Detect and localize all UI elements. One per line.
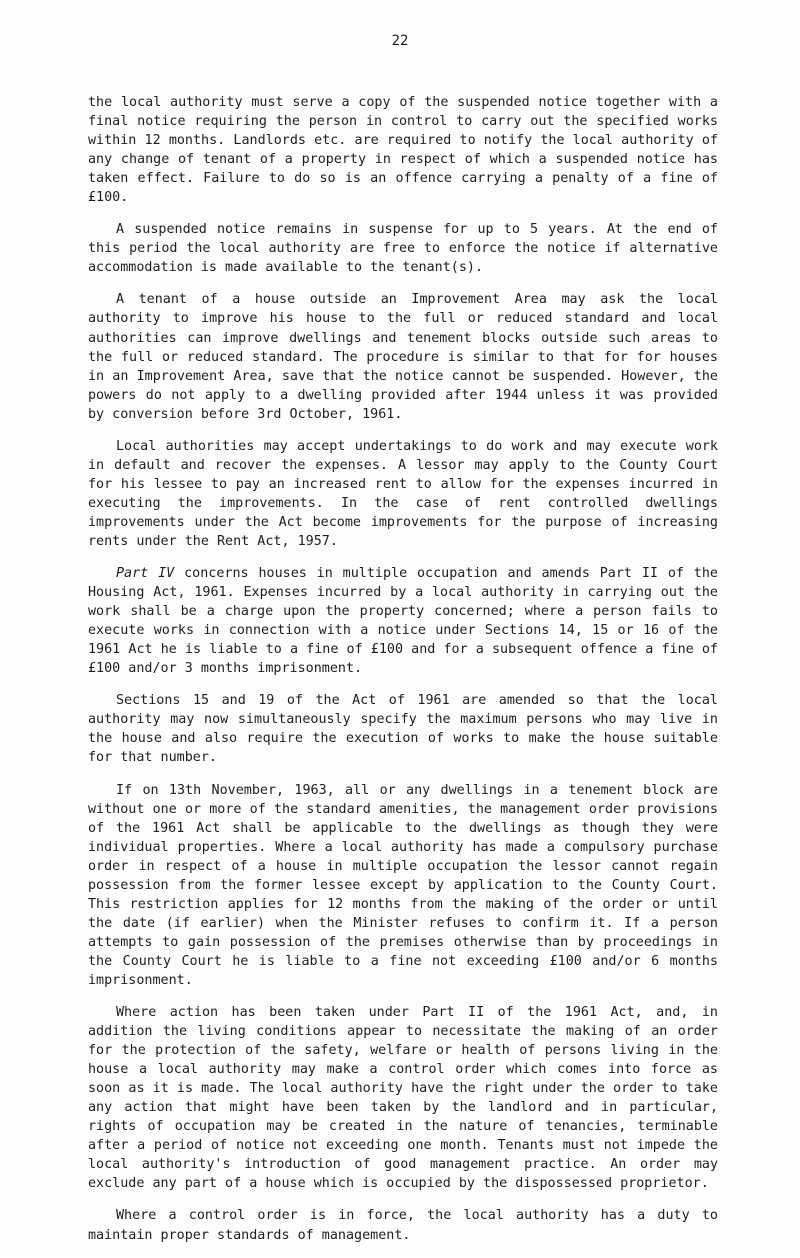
paragraph: If on 13th November, 1963, all or any dwellings in a tenement block are without one or more of the standard amenities, the management order provisions of the 1961 Act shall be applicable to the dwellings as though they were individual properties. Where a local authority has made a compulsory purchase order in respect of a house in multiple occupation the lessor cannot regain possession from the former lessee except by application to the County Court. This restriction applies for 12 months from the making of the order or until the date (if earlier) when the Minister refuses to confirm it. If a person attempts to gain possession of the premises otherwise than by proceedings in the County Court he is liable to a fine not exceeding £100 and/or 6 months imprisonment. bbox=[88, 782, 718, 988]
paragraph-body: concerns houses in multiple occupation and amends Part II of the Housing Act, 1961. Expenses incurred by a local authority in carrying out the work shall be a charge upon the property concerned; where a person fails to execute works in connection with a notice under Sections 14, 15 or 16 of the 1961 Act he is liable to a fine of £100 and for a subsequent offence a fine of £100 and/or 3 months imprisonment. bbox=[88, 566, 718, 677]
part-heading-inline: Part IV bbox=[116, 566, 175, 582]
paragraph: Where action has been taken under Part II of the 1961 Act, and, in addition the living conditions appear to necessitate the making of an order for the protection of the safety, welfare or health of persons living in the house a local authority may make a control order which comes into force as soon as it is made. The local authority have the right under the order to take any action that might have been taken by the landlord and in particular, rights of occupation may be created in the nature of tenancies, terminable after a period of notice not exceeding one month. Tenants must not impede the local authority's introduction of good management practice. An order may exclude any part of a house which is occupied by the dispossessed proprietor. bbox=[88, 1005, 718, 1192]
page-number: 22 bbox=[391, 33, 409, 49]
paragraph: Sections 15 and 19 of the Act of 1961 are amended so that the local authority may now simultaneously specify the maximum persons who may live in the house and also require the execution of works to make the house suitable for that number. bbox=[88, 693, 718, 766]
paragraph: Local authorities may accept undertakings to do work and may execute work in default and recover the expenses. A lessor may apply to the County Court for his lessee to pay an increased rent to allow for the expenses incurred in executing the improvements. In the case of rent controlled dwellings improvements under the Act become improvements for the purpose of increasing rents under the Rent Act, 1957. bbox=[88, 438, 718, 549]
paragraph: the local authority must serve a copy of the suspended notice together with a final notice requiring the person in control to carry out the specified works within 12 months. Landlords etc. are required to notify the local authority of any change of tenant of a property in respect of which a suspended notice has taken effect. Failure to do so is an offence carrying a penalty of a fine of £100. bbox=[88, 95, 718, 206]
paragraph: A suspended notice remains in suspense for up to 5 years. At the end of this period the local authority are free to enforce the notice if alternative accommodation is made available to the tenant(s). bbox=[88, 222, 718, 276]
paragraph: Where a control order is in force, the local authority has a duty to maintain proper standards of management. bbox=[88, 1208, 718, 1243]
paragraph: A tenant of a house outside an Improvement Area may ask the local authority to improve his house to the full or reduced standard and local authorities can improve dwellings and tenement blocks outside such areas to the full or reduced standard. The procedure is similar to that for for houses in an Improvement Area, save that the notice cannot be suspended. However, the powers do not apply to a dwelling provided after 1944 unless it was provided by conversion before 3rd October, 1961. bbox=[88, 292, 718, 422]
body-text bbox=[88, 93, 718, 1258]
paragraph bbox=[88, 564, 718, 678]
